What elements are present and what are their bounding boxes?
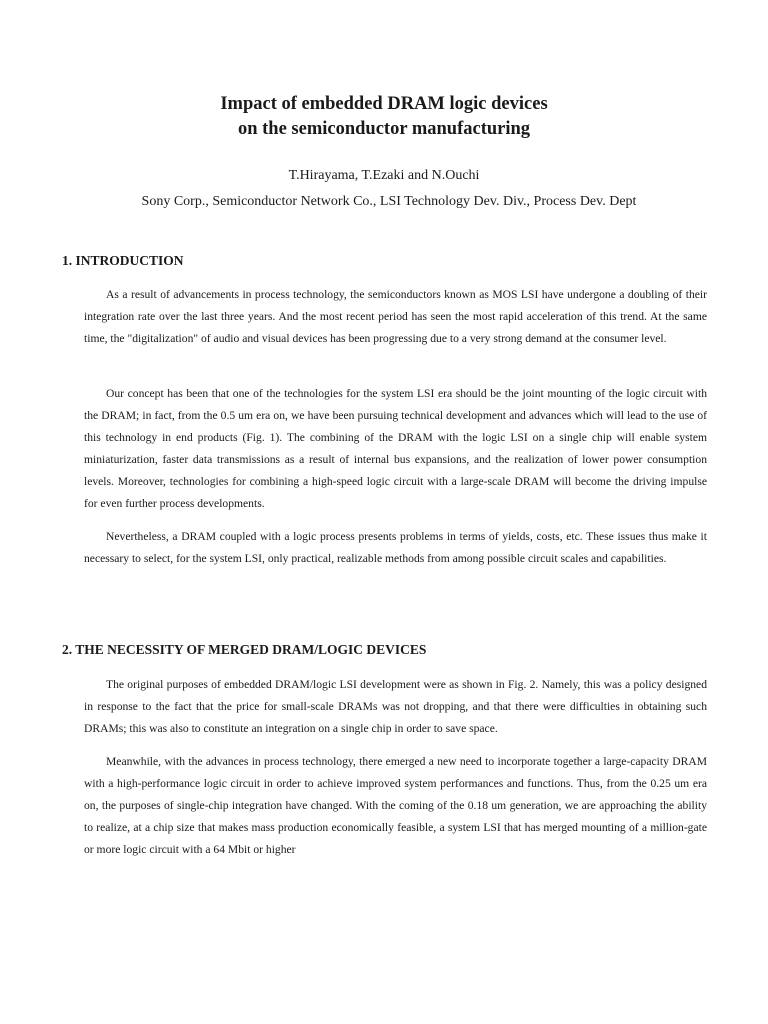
affiliation: Sony Corp., Semiconductor Network Co., LSI Technology Dev. Div., Process Dev. Dept [141, 194, 637, 209]
paragraph: The original purposes of embedded DRAM/logic LSI development were as shown in Fig. 2. Namely, this was a policy designed in response to the fact that the price for small-scale DRAMs was not dropping, and that there were difficulties in obtaining such DRAMs; this was also to constitute an integration on a single chip in order to save space. [84, 678, 707, 735]
section-heading-introduction: 1. INTRODUCTION [62, 253, 184, 268]
paragraph: Nevertheless, a DRAM coupled with a logic process presents problems in terms of yields, costs, etc. These issues thus make it necessary to select, for the system LSI, only practical, realizable methods from among possible circuit scales and capabilities. [84, 530, 707, 565]
authors: T.Hirayama, T.Ezaki and N.Ouchi [288, 168, 480, 183]
paragraph: Our concept has been that one of the technologies for the system LSI era should be the joint mounting of the logic circuit with the DRAM; in fact, from the 0.5 um era on, we have been pursuing technical development and advances which will lead to the use of this technology in end products (Fig. 1). The combining of the DRAM with the logic LSI on a single chip will enable system miniaturization, faster data transmissions as a result of internal bus expansions, and the realization of lower power consumption levels. Moreover, technologies for combining a high-speed logic circuit with a large-scale DRAM will become the driving impulse for even further process developments. [84, 387, 707, 510]
paper-title [0, 92, 768, 142]
paragraph: Meanwhile, with the advances in process technology, there emerged a new need to incorporate together a large-capacity DRAM with a high-performance logic circuit in order to achieve improved system performances and functions. Thus, from the 0.25 um era on, the purposes of single-chip integration have changed. With the coming of the 0.18 um generation, we are approaching the ability to realize, at a chip size that makes mass production economically feasible, a system LSI that has merged mounting of a million-gate or more logic circuit with a 64 Mbit or higher [84, 755, 707, 856]
title-line-2: on the semiconductor manufacturing [237, 119, 531, 139]
paragraph: As a result of advancements in process technology, the semiconductors known as MOS LSI have undergone a doubling of their integration rate over the last three years. And the most recent period has seen the most rapid acceleration of this trend. At the same time, the "digitalization" of audio and visual devices has been progressing due to a very strong demand at the consumer level. [84, 288, 707, 345]
section-heading-necessity: 2. THE NECESSITY OF MERGED DRAM/LOGIC DEVICES [62, 642, 427, 657]
title-line-1: Impact of embedded DRAM logic devices [220, 94, 548, 114]
